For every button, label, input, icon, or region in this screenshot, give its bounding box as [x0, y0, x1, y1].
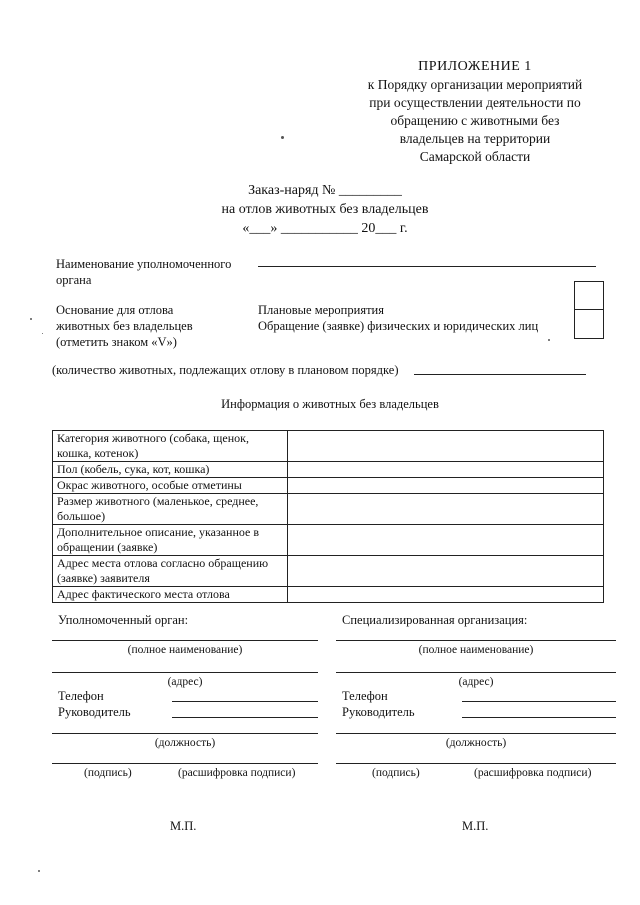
left-decoding-caption: (расшифровка подписи): [178, 767, 296, 779]
info-title: Информация о животных без владельцев: [221, 397, 439, 411]
right-phone-label: Телефон: [342, 689, 388, 703]
table-row-label: Размер животного (маленькое, среднее, большое): [53, 494, 288, 525]
basis-option-planned: Плановые мероприятия: [258, 303, 384, 317]
table-row-value[interactable]: [288, 556, 604, 587]
left-phone-label: Телефон: [58, 689, 104, 703]
scan-speck: [30, 318, 32, 320]
scan-speck: [281, 136, 284, 139]
table-row-value[interactable]: [288, 431, 604, 462]
authority-label: Наименование уполномоченного органа: [56, 257, 232, 287]
left-phone-line[interactable]: [172, 701, 318, 702]
basis-label: [56, 302, 246, 350]
right-signature-caption: (подпись): [372, 767, 420, 779]
table-row-label: Дополнительное описание, указанное в обращении (заявке): [53, 525, 288, 556]
table-row-value[interactable]: [288, 478, 604, 494]
table-row: [53, 587, 604, 603]
table-row: [53, 431, 604, 462]
right-position-line[interactable]: [336, 733, 616, 734]
left-address-caption: (адрес): [167, 676, 203, 688]
count-field-line[interactable]: [414, 374, 586, 375]
scan-speck: [548, 339, 550, 341]
checkbox-planned[interactable]: [574, 281, 604, 310]
order-date: «___» ___________ 20___ г.: [242, 221, 408, 236]
scan-speck: [42, 333, 43, 334]
appendix-line: обращению с животными без: [390, 113, 560, 128]
authority-field-line[interactable]: [258, 266, 596, 267]
right-signature-line[interactable]: [336, 763, 616, 764]
left-heading: Уполномоченный орган:: [58, 613, 189, 627]
appendix-line: к Порядку организации мероприятий: [367, 77, 583, 92]
right-position-caption: (должность): [445, 737, 507, 749]
order-header: [170, 181, 480, 238]
table-row: [53, 556, 604, 587]
table-row-label: Категория животного (собака, щенок, кошка, котенок): [53, 431, 288, 462]
right-head-label: Руководитель: [342, 705, 415, 719]
right-decoding-caption: (расшифровка подписи): [474, 767, 592, 779]
table-row-label: Адрес фактического места отлова: [53, 587, 288, 603]
table-row-value[interactable]: [288, 587, 604, 603]
basis-label-line: Основание для отлова: [56, 303, 174, 317]
left-signature-caption: (подпись): [84, 767, 132, 779]
left-full-name-caption: (полное наименование): [127, 644, 243, 656]
table-row: [53, 478, 604, 494]
table-row-label: Окрас животного, особые отметины: [53, 478, 288, 494]
table-row-label: Адрес места отлова согласно обращению (заявке) заявителя: [53, 556, 288, 587]
appendix-title: ПРИЛОЖЕНИЕ 1: [418, 59, 532, 74]
right-name-line[interactable]: [336, 640, 616, 641]
basis-options: [258, 302, 568, 334]
appendix-header: [340, 58, 610, 166]
order-subtitle: на отлов животных без владельцев: [221, 202, 429, 217]
table-row-value[interactable]: [288, 462, 604, 478]
appendix-line: при осуществлении деятельности по: [369, 95, 581, 110]
basis-checkboxes: [574, 281, 604, 339]
table-row-label: Пол (кобель, сука, кот, кошка): [53, 462, 288, 478]
left-seal: М.П.: [170, 819, 197, 833]
scan-speck: [38, 870, 40, 872]
table-row-value[interactable]: [288, 525, 604, 556]
basis-label-line: (отметить знаком «V»): [56, 335, 177, 349]
right-heading: Специализированная организация:: [342, 613, 528, 627]
left-signature-line[interactable]: [52, 763, 318, 764]
table-row: [53, 462, 604, 478]
right-head-line[interactable]: [462, 717, 616, 718]
right-address-line[interactable]: [336, 672, 616, 673]
left-name-line[interactable]: [52, 640, 318, 641]
right-address-caption: (адрес): [458, 676, 494, 688]
left-position-caption: (должность): [154, 737, 216, 749]
right-phone-line[interactable]: [462, 701, 616, 702]
animal-info-table: [52, 430, 604, 603]
table-row: [53, 494, 604, 525]
left-head-line[interactable]: [172, 717, 318, 718]
checkbox-request[interactable]: [574, 310, 604, 339]
left-address-line[interactable]: [52, 672, 318, 673]
appendix-line: Самарской области: [419, 149, 531, 164]
right-seal: М.П.: [462, 819, 489, 833]
table-row-value[interactable]: [288, 494, 604, 525]
order-title: Заказ-наряд № _________: [248, 183, 402, 198]
left-position-line[interactable]: [52, 733, 318, 734]
basis-option-request: Обращение (заявке) физических и юридических лиц: [258, 319, 539, 333]
left-head-label: Руководитель: [58, 705, 131, 719]
appendix-line: владельцев на территории: [399, 131, 551, 146]
table-row: [53, 525, 604, 556]
count-label: (количество животных, подлежащих отлову в плановом порядке): [52, 363, 399, 377]
right-full-name-caption: (полное наименование): [418, 644, 534, 656]
basis-label-line: животных без владельцев: [56, 319, 193, 333]
